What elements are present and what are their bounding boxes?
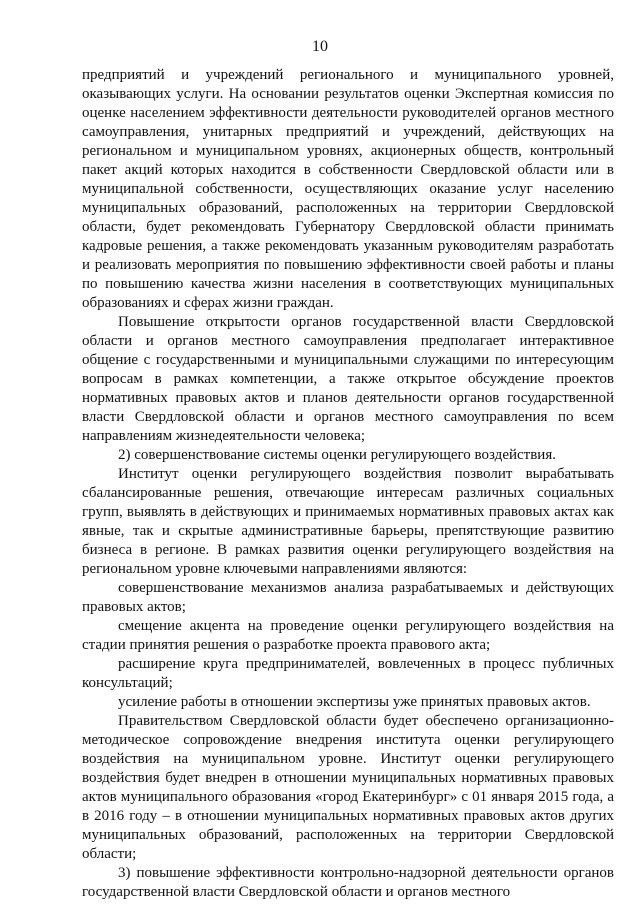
paragraph-item-2-heading: 2) совершенствование системы оценки регулирующего воздействия. [118, 447, 556, 463]
paragraph-continuation: предприятий и учреждений регионального и муниципального уровней, оказывающих услуги. На основании результатов оценки Экспертная комиссия по оценке населением эффективности деятельности руководителей органов местного самоуправления, унитарных предприятий и учреждений, действующих на региональном и муниципальном уровнях, акционерных обществ, контрольный пакет акций которых находится в собственности Свердловской области или в муниципальной собственности, осуществляющих оказание услуг населению муниципальных образований, расположенных на территории Свердловской области, будет рекомендовать Губернатору Свердловской области принимать кадровые решения, а также рекомендовать указанным руководителям разработать и реализовать мероприятия по повышению эффективности своей работы и планы по повышению качества жизни населения в соответствующих муниципальных образованиях и сферах жизни граждан. [82, 67, 614, 311]
paragraph-direction-1: совершенствование механизмов анализа разрабатываемых и действующих правовых актов; [82, 580, 614, 615]
paragraph-direction-2: смещение акцента на проведение оценки регулирующего воздействия на стадии принятия решения о разработке проекта правового акта; [82, 618, 614, 653]
paragraph-direction-3: расширение круга предпринимателей, вовлеченных в процесс публичных консультаций; [82, 656, 614, 691]
paragraph-regulatory-impact: Институт оценки регулирующего воздействия позволит вырабатывать сбалансированные решения, отвечающие интересам различных социальных групп, выявлять в действующих и принимаемых нормативных правовых актах как явные, так и скрытые административные барьеры, препятствующие развитию бизнеса в регионе. В рамках развития оценки регулирующего воздействия на региональном уровне ключевыми направлениями являются: [82, 466, 614, 577]
document-body [82, 66, 614, 902]
paragraph-direction-4: усиление работы в отношении экспертизы уже принятых правовых актов. [118, 694, 591, 710]
page-number: 10 [312, 38, 328, 55]
paragraph-government-support: Правительством Свердловской области будет обеспечено организационно-методическое сопровождение внедрения института оценки регулирующего воздействия на муниципальном уровне. Институт оценки регулирующего воздействия будет внедрен в отношении муниципальных нормативных правовых актов муниципального образования «город Екатеринбург» с 01 января 2015 года, а в 2016 году – в отношении муниципальных нормативных правовых актов других муниципальных образований, расположенных на территории Свердловской области; [82, 713, 614, 862]
paragraph-item-3-heading: 3) повышение эффективности контрольно-надзорной деятельности органов государственной власти Свердловской области и органов местного [82, 865, 614, 900]
paragraph-openness: Повышение открытости органов государственной власти Свердловской области и органов местного самоуправления предполагает интерактивное общение с государственными и муниципальными служащими по интересующим вопросам в рамках компетенции, а также открытое обсуждение проектов нормативных правовых актов и планов деятельности органов государственной власти Свердловской области и органов местного самоуправления по всем направлениям жизнедеятельности человека; [82, 314, 614, 444]
